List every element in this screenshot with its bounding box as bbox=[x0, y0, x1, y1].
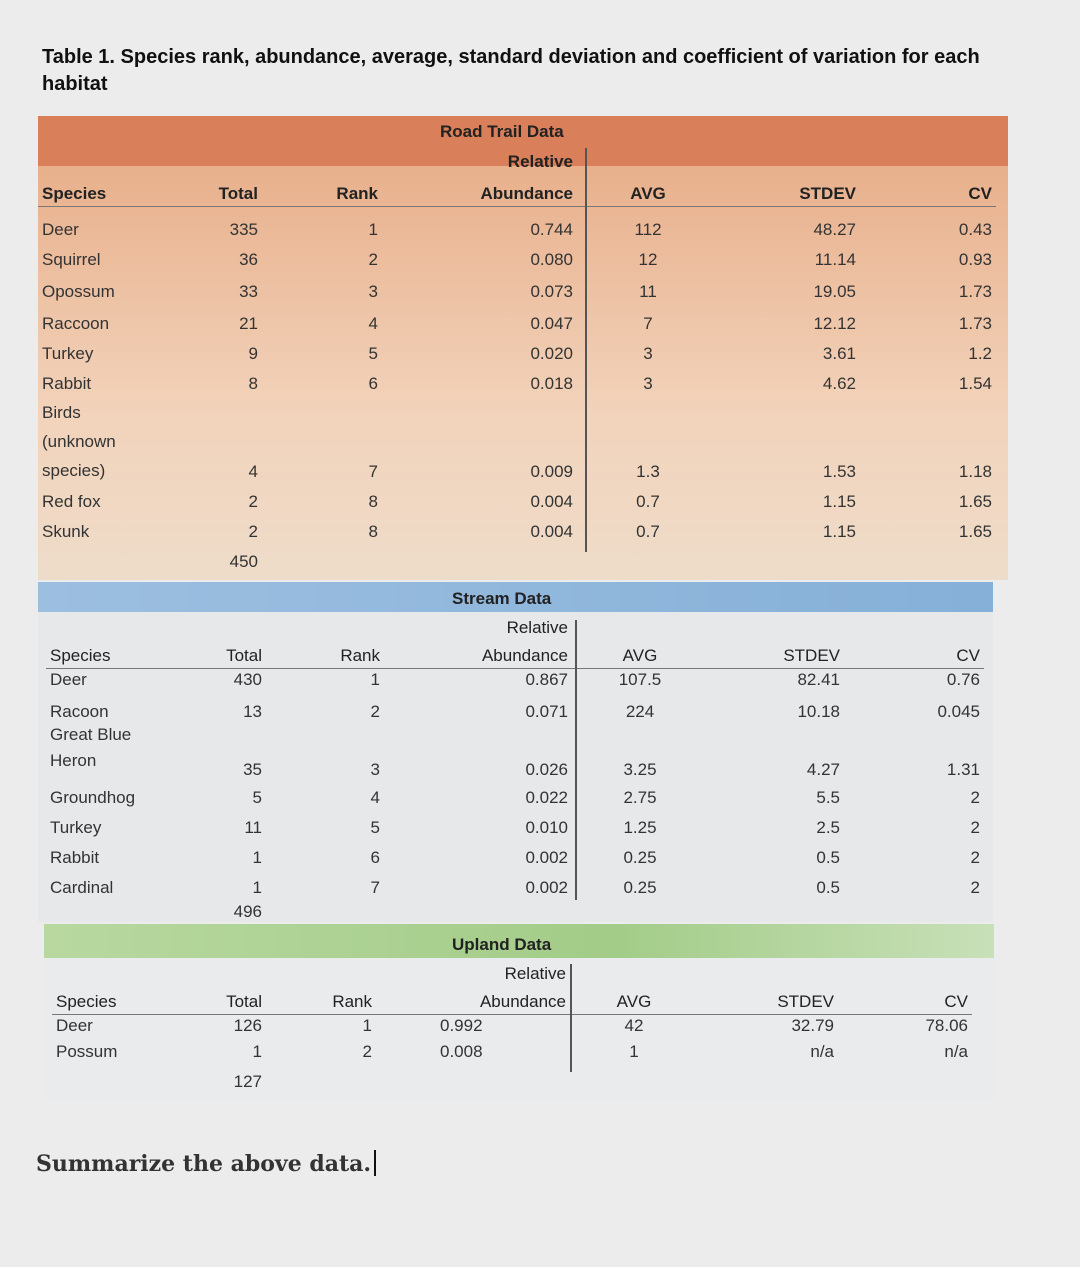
total-value: 9 bbox=[248, 344, 258, 363]
total-value: 4 bbox=[248, 462, 258, 481]
abundance-value: 0.047 bbox=[530, 314, 573, 333]
cv-value: 2 bbox=[970, 878, 980, 897]
species-name: Opossum bbox=[42, 282, 115, 301]
avg-value: 0.25 bbox=[623, 848, 657, 867]
species-name: Rabbit bbox=[42, 374, 92, 393]
abundance-value: 0.992 bbox=[440, 1016, 483, 1035]
species-name: Cardinal bbox=[50, 878, 114, 897]
cv-value: 1.73 bbox=[958, 282, 992, 301]
cv-value: 1.65 bbox=[958, 522, 992, 541]
rank-value: 5 bbox=[370, 818, 380, 837]
total-sum: 496 bbox=[233, 902, 262, 921]
avg-value: 0.25 bbox=[623, 878, 657, 897]
stdev-value: 19.05 bbox=[813, 282, 856, 301]
species-name: Red fox bbox=[42, 492, 101, 511]
rank-value: 2 bbox=[368, 250, 378, 269]
stdev-value: 1.53 bbox=[822, 462, 856, 481]
abundance-value: 0.026 bbox=[525, 760, 568, 779]
species-name: Squirrel bbox=[42, 250, 101, 269]
avg-value: 12 bbox=[638, 250, 658, 269]
abundance-value: 0.022 bbox=[525, 788, 568, 807]
header-rank: Rank bbox=[340, 646, 380, 665]
header-total: Total bbox=[226, 992, 262, 1011]
total-value: 1 bbox=[252, 878, 262, 897]
species-name: Possum bbox=[56, 1042, 118, 1061]
stdev-value: 0.5 bbox=[816, 848, 840, 867]
abundance-value: 0.073 bbox=[530, 282, 573, 301]
species-name: Deer bbox=[50, 670, 87, 689]
header-underline bbox=[46, 668, 984, 669]
stdev-value: 3.61 bbox=[822, 344, 856, 363]
stdev-value: 1.15 bbox=[822, 522, 856, 541]
rank-value: 5 bbox=[368, 344, 378, 363]
abundance-value: 0.004 bbox=[530, 492, 573, 511]
header-avg: AVG bbox=[622, 646, 658, 665]
avg-value: 1.3 bbox=[636, 462, 660, 481]
species-name: Great Blue Heron bbox=[50, 725, 132, 770]
header-abundance: Abundance bbox=[481, 646, 568, 665]
stdev-value: 5.5 bbox=[816, 788, 840, 807]
species-name: Deer bbox=[42, 220, 79, 239]
avg-value: 112 bbox=[634, 220, 662, 239]
rank-value: 4 bbox=[368, 314, 378, 333]
avg-value: 42 bbox=[624, 1016, 644, 1035]
rank-value: 2 bbox=[362, 1042, 372, 1061]
section-title: Stream Data bbox=[452, 589, 552, 608]
total-value: 33 bbox=[239, 282, 258, 301]
abundance-value: 0.002 bbox=[525, 878, 568, 897]
text-caret bbox=[374, 1150, 376, 1176]
rank-value: 4 bbox=[370, 788, 380, 807]
abundance-value: 0.002 bbox=[525, 848, 568, 867]
cv-value: 78.06 bbox=[925, 1016, 968, 1035]
header-total: Total bbox=[226, 646, 262, 665]
abundance-value: 0.009 bbox=[530, 462, 573, 481]
header-avg: AVG bbox=[630, 184, 666, 203]
total-value: 1 bbox=[252, 848, 262, 867]
abundance-column-rule bbox=[575, 620, 577, 900]
header-rank: Rank bbox=[332, 992, 372, 1011]
header-cv: CV bbox=[956, 646, 980, 665]
rank-value: 7 bbox=[368, 462, 378, 481]
cv-value: 1.73 bbox=[958, 314, 992, 333]
stdev-value: 4.62 bbox=[822, 374, 856, 393]
header-cv: CV bbox=[944, 992, 968, 1011]
avg-value: 0.7 bbox=[636, 522, 660, 541]
abundance-value: 0.020 bbox=[530, 344, 573, 363]
species-name: Turkey bbox=[42, 344, 94, 363]
total-value: 2 bbox=[248, 492, 258, 511]
stdev-value: 4.27 bbox=[806, 760, 840, 779]
stdev-value: 48.27 bbox=[813, 220, 856, 239]
cv-value: 2 bbox=[970, 788, 980, 807]
header-abundance: Abundance bbox=[479, 992, 566, 1011]
section-title: Upland Data bbox=[452, 935, 552, 954]
avg-value: 1 bbox=[629, 1042, 639, 1061]
header-species: Species bbox=[50, 646, 111, 665]
total-value: 126 bbox=[233, 1016, 262, 1035]
rank-value: 2 bbox=[370, 702, 380, 721]
abundance-value: 0.008 bbox=[440, 1042, 483, 1061]
cv-value: 0.76 bbox=[946, 670, 980, 689]
total-value: 2 bbox=[248, 522, 258, 541]
avg-value: 7 bbox=[643, 314, 653, 333]
rank-value: 8 bbox=[368, 492, 378, 511]
header-stdev: STDEV bbox=[777, 992, 834, 1011]
avg-value: 107.5 bbox=[618, 670, 662, 689]
cv-value: 1.31 bbox=[946, 760, 980, 779]
species-name: Birds (unknown species) bbox=[42, 403, 116, 480]
stdev-value: 32.79 bbox=[791, 1016, 834, 1035]
total-value: 8 bbox=[248, 374, 258, 393]
summary-prompt-text: Summarize the above data. bbox=[36, 1151, 372, 1177]
species-name: Raccoon bbox=[42, 314, 110, 333]
header-relative: Relative bbox=[504, 964, 566, 983]
species-name: Groundhog bbox=[50, 788, 136, 807]
section-title: Road Trail Data bbox=[440, 122, 564, 141]
species-name: Turkey bbox=[50, 818, 102, 837]
cv-value: 0.93 bbox=[958, 250, 992, 269]
header-relative: Relative bbox=[507, 152, 573, 171]
total-value: 36 bbox=[239, 250, 258, 269]
header-abundance: Abundance bbox=[480, 184, 573, 203]
stdev-value: 0.5 bbox=[816, 878, 840, 897]
header-relative: Relative bbox=[506, 618, 568, 637]
header-rank: Rank bbox=[336, 184, 378, 203]
total-value: 11 bbox=[244, 818, 262, 837]
total-value: 13 bbox=[243, 702, 262, 721]
avg-value: 11 bbox=[639, 282, 657, 301]
species-name: Skunk bbox=[42, 522, 90, 541]
rank-value: 3 bbox=[370, 760, 380, 779]
header-underline bbox=[38, 206, 996, 207]
abundance-value: 0.018 bbox=[530, 374, 573, 393]
total-value: 21 bbox=[239, 314, 258, 333]
header-avg: AVG bbox=[616, 992, 652, 1011]
cv-value: 2 bbox=[970, 818, 980, 837]
avg-value: 0.7 bbox=[636, 492, 660, 511]
avg-value: 3 bbox=[643, 344, 653, 363]
avg-value: 3 bbox=[643, 374, 653, 393]
total-value: 5 bbox=[252, 788, 262, 807]
summary-prompt[interactable] bbox=[36, 1150, 376, 1177]
header-species: Species bbox=[56, 992, 117, 1011]
stdev-value: 12.12 bbox=[813, 314, 856, 333]
cv-value: 1.54 bbox=[958, 374, 992, 393]
stdev-value: 2.5 bbox=[816, 818, 840, 837]
stdev-value: 10.18 bbox=[797, 702, 840, 721]
total-sum: 450 bbox=[229, 552, 258, 571]
rank-value: 8 bbox=[368, 522, 378, 541]
species-name: Rabbit bbox=[50, 848, 100, 867]
abundance-value: 0.867 bbox=[525, 670, 568, 689]
total-sum: 127 bbox=[233, 1072, 262, 1091]
avg-value: 224 bbox=[625, 702, 655, 721]
rank-value: 1 bbox=[362, 1016, 372, 1035]
stdev-value: 11.14 bbox=[814, 250, 856, 269]
rank-value: 7 bbox=[370, 878, 380, 897]
stdev-value: 1.15 bbox=[822, 492, 856, 511]
cv-value: 1.65 bbox=[958, 492, 992, 511]
rank-value: 3 bbox=[368, 282, 378, 301]
header-total: Total bbox=[218, 184, 258, 203]
total-value: 35 bbox=[243, 760, 262, 779]
abundance-value: 0.744 bbox=[530, 220, 573, 239]
rank-value: 1 bbox=[370, 670, 380, 689]
header-stdev: STDEV bbox=[799, 184, 856, 203]
header-stdev: STDEV bbox=[783, 646, 840, 665]
stdev-value: 82.41 bbox=[797, 670, 840, 689]
header-cv: CV bbox=[968, 184, 992, 203]
cv-value: 0.43 bbox=[958, 220, 992, 239]
abundance-column-rule bbox=[570, 964, 572, 1072]
avg-value: 2.75 bbox=[623, 788, 657, 807]
avg-value: 1.25 bbox=[623, 818, 657, 837]
species-name: Racoon bbox=[50, 702, 109, 721]
avg-value: 3.25 bbox=[623, 760, 657, 779]
cv-value: 2 bbox=[970, 848, 980, 867]
cv-value: n/a bbox=[944, 1042, 968, 1061]
total-value: 430 bbox=[233, 670, 262, 689]
abundance-column-rule bbox=[585, 148, 587, 552]
rank-value: 6 bbox=[368, 374, 378, 393]
abundance-value: 0.080 bbox=[530, 250, 573, 269]
rank-value: 6 bbox=[370, 848, 380, 867]
table-title: Table 1. Species rank, abundance, average, standard deviation and coefficient of variation for each habitat bbox=[42, 46, 980, 95]
abundance-value: 0.071 bbox=[525, 702, 568, 721]
header-species: Species bbox=[42, 184, 107, 203]
abundance-value: 0.004 bbox=[530, 522, 573, 541]
header-underline bbox=[52, 1014, 972, 1015]
cv-value: 1.2 bbox=[968, 344, 992, 363]
total-value: 335 bbox=[229, 220, 258, 239]
cv-value: 0.045 bbox=[937, 702, 980, 721]
total-value: 1 bbox=[252, 1042, 262, 1061]
cv-value: 1.18 bbox=[958, 462, 992, 481]
species-name: Deer bbox=[56, 1016, 93, 1035]
abundance-value: 0.010 bbox=[525, 818, 568, 837]
stdev-value: n/a bbox=[810, 1042, 834, 1061]
rank-value: 1 bbox=[368, 220, 378, 239]
